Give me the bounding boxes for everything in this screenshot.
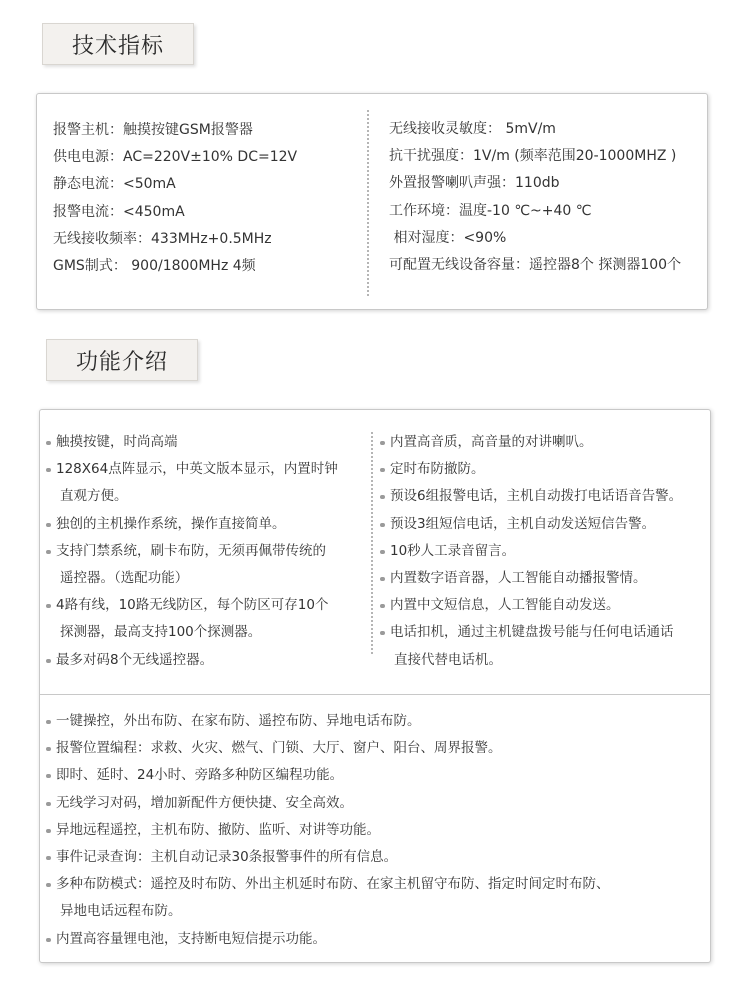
feature-text: 预设6组报警电话，主机自动拨打电话语音告警。 bbox=[390, 488, 683, 505]
bullet-icon bbox=[380, 631, 385, 635]
spec-line: GMS制式： 900/1800MHz 4频 bbox=[53, 258, 256, 275]
feature-item bbox=[44, 619, 338, 646]
feature-item bbox=[44, 456, 338, 483]
feature-text: 最多对码8个无线遥控器。 bbox=[56, 651, 214, 668]
feature-text: 一键操控，外出布防、在家布防、遥控布防、异地电话布防。 bbox=[56, 713, 421, 729]
feature-item bbox=[378, 592, 682, 619]
spec-line: 无线接收频率：433MHz+0.5MHz bbox=[53, 230, 272, 247]
feature-item bbox=[44, 592, 338, 619]
bullet-icon bbox=[380, 577, 385, 581]
bullet-icon bbox=[46, 938, 51, 942]
feature-item bbox=[44, 926, 610, 953]
feature-text: 预设3组短信电话，主机自动发送短信告警。 bbox=[390, 515, 656, 532]
column-divider bbox=[367, 110, 369, 296]
feature-text: 内置中文短信息，人工智能自动发送。 bbox=[390, 597, 620, 614]
feature-item bbox=[378, 483, 682, 510]
bullet-icon bbox=[46, 550, 51, 554]
feature-item bbox=[378, 511, 682, 538]
feature-text: 4路有线，10路无线防区，每个防区可存10个 bbox=[56, 597, 329, 614]
feature-text: 定时布防撤防。 bbox=[390, 461, 485, 478]
feature-item bbox=[44, 708, 610, 735]
feature-item bbox=[44, 844, 610, 871]
bullet-icon bbox=[46, 441, 51, 445]
feature-item bbox=[378, 619, 682, 646]
feature-text: 支持门禁系统，刷卡布防，无须再佩带传统的 bbox=[56, 542, 326, 559]
spec-line: 可配置无线设备容量：遥控器8个 探测器100个 bbox=[389, 257, 682, 274]
feature-text: 内置高音质，高音量的对讲喇叭。 bbox=[390, 434, 593, 450]
bullet-icon bbox=[380, 550, 385, 554]
feature-text: 事件记录查询：主机自动记录30条报警事件的所有信息。 bbox=[56, 849, 398, 866]
feature-text: 直接代替电话机。 bbox=[394, 651, 502, 668]
bullet-icon bbox=[380, 495, 385, 499]
bullet-icon bbox=[46, 856, 51, 860]
section-title-specs: 技术指标 bbox=[42, 23, 194, 65]
specs-panel bbox=[36, 93, 708, 310]
feature-item bbox=[378, 429, 682, 456]
bullet-icon bbox=[46, 604, 51, 608]
feature-item bbox=[44, 511, 338, 538]
feature-item bbox=[378, 538, 682, 565]
features-left-column bbox=[44, 429, 338, 674]
bullet-icon bbox=[46, 883, 51, 887]
bullet-icon bbox=[46, 523, 51, 527]
feature-item bbox=[44, 817, 610, 844]
feature-item bbox=[378, 456, 682, 483]
spec-line: 无线接收灵敏度： 5mV/m bbox=[389, 121, 556, 137]
specs-left-column bbox=[53, 117, 297, 280]
feature-text: 遥控器。（选配功能） bbox=[60, 570, 189, 587]
bullet-icon bbox=[46, 774, 51, 778]
feature-item bbox=[44, 790, 610, 817]
feature-item bbox=[44, 429, 338, 456]
feature-item bbox=[44, 538, 338, 565]
feature-text: 多种布防模式：遥控及时布防、外出主机延时布防、在家主机留守布防、指定时间定时布防、 bbox=[56, 876, 610, 893]
spec-line: 供电电源：AC=220V±10% DC=12V bbox=[53, 149, 298, 166]
feature-text: 10秒人工录音留言。 bbox=[390, 542, 516, 559]
spec-line: 静态电流：<50mA bbox=[53, 176, 176, 193]
feature-text: 触摸按键，时尚高端 bbox=[56, 434, 178, 450]
feature-text: 内置数字语音器，人工智能自动播报警情。 bbox=[390, 570, 647, 587]
bullet-icon bbox=[46, 720, 51, 724]
bullet-icon bbox=[380, 523, 385, 527]
feature-item bbox=[44, 898, 610, 925]
feature-text: 独创的主机操作系统，操作直接简单。 bbox=[56, 515, 286, 532]
specs-right-column bbox=[389, 116, 681, 279]
features-panel bbox=[39, 409, 711, 963]
feature-item bbox=[44, 647, 338, 674]
feature-text: 异地电话远程布防。 bbox=[60, 903, 182, 920]
spec-line: 报警电流：<450mA bbox=[53, 203, 185, 220]
spec-line: 抗干扰强度：1V/m (频率范围20-1000MHZ ) bbox=[389, 148, 677, 165]
bullet-icon bbox=[380, 441, 385, 445]
feature-text: 直观方便。 bbox=[60, 488, 128, 505]
column-divider bbox=[371, 432, 373, 654]
bullet-icon bbox=[46, 829, 51, 833]
feature-item bbox=[44, 735, 610, 762]
section-divider bbox=[40, 694, 710, 695]
feature-item bbox=[378, 647, 682, 674]
spec-line: 工作环境：温度-10 ℃~+40 ℃ bbox=[389, 202, 592, 219]
feature-item bbox=[44, 762, 610, 789]
bullet-icon bbox=[380, 604, 385, 608]
bullet-icon bbox=[46, 659, 51, 663]
feature-text: 探测器，最高支持100个探测器。 bbox=[60, 624, 262, 641]
feature-item bbox=[44, 871, 610, 898]
features-bottom-list bbox=[44, 708, 610, 953]
feature-text: 报警位置编程：求救、火灾、燃气、门锁、大厅、窗户、阳台、周界报警。 bbox=[56, 740, 502, 757]
feature-text: 即时、延时、24小时、旁路多种防区编程功能。 bbox=[56, 767, 344, 784]
features-right-column bbox=[378, 429, 682, 674]
section-title-features: 功能介绍 bbox=[46, 339, 198, 381]
bullet-icon bbox=[46, 468, 51, 472]
bullet-icon bbox=[46, 747, 51, 751]
feature-item bbox=[44, 565, 338, 592]
feature-text: 内置高容量锂电池，支持断电短信提示功能。 bbox=[56, 930, 326, 947]
feature-item bbox=[44, 483, 338, 510]
feature-text: 无线学习对码，增加新配件方便快捷、安全高效。 bbox=[56, 794, 353, 811]
feature-text: 128X64点阵显示，中英文版本显示，内置时钟 bbox=[56, 461, 338, 478]
feature-text: 电话扣机，通过主机键盘拨号能与任何电话通话 bbox=[390, 624, 674, 641]
spec-line: 外置报警喇叭声强：110db bbox=[389, 175, 560, 192]
feature-item bbox=[378, 565, 682, 592]
spec-line: 报警主机：触摸按键GSM报警器 bbox=[53, 122, 253, 138]
feature-text: 异地远程遥控，主机布防、撤防、监听、对讲等功能。 bbox=[56, 821, 380, 838]
bullet-icon bbox=[46, 802, 51, 806]
spec-line: 相对湿度：<90% bbox=[389, 229, 507, 246]
bullet-icon bbox=[380, 468, 385, 472]
